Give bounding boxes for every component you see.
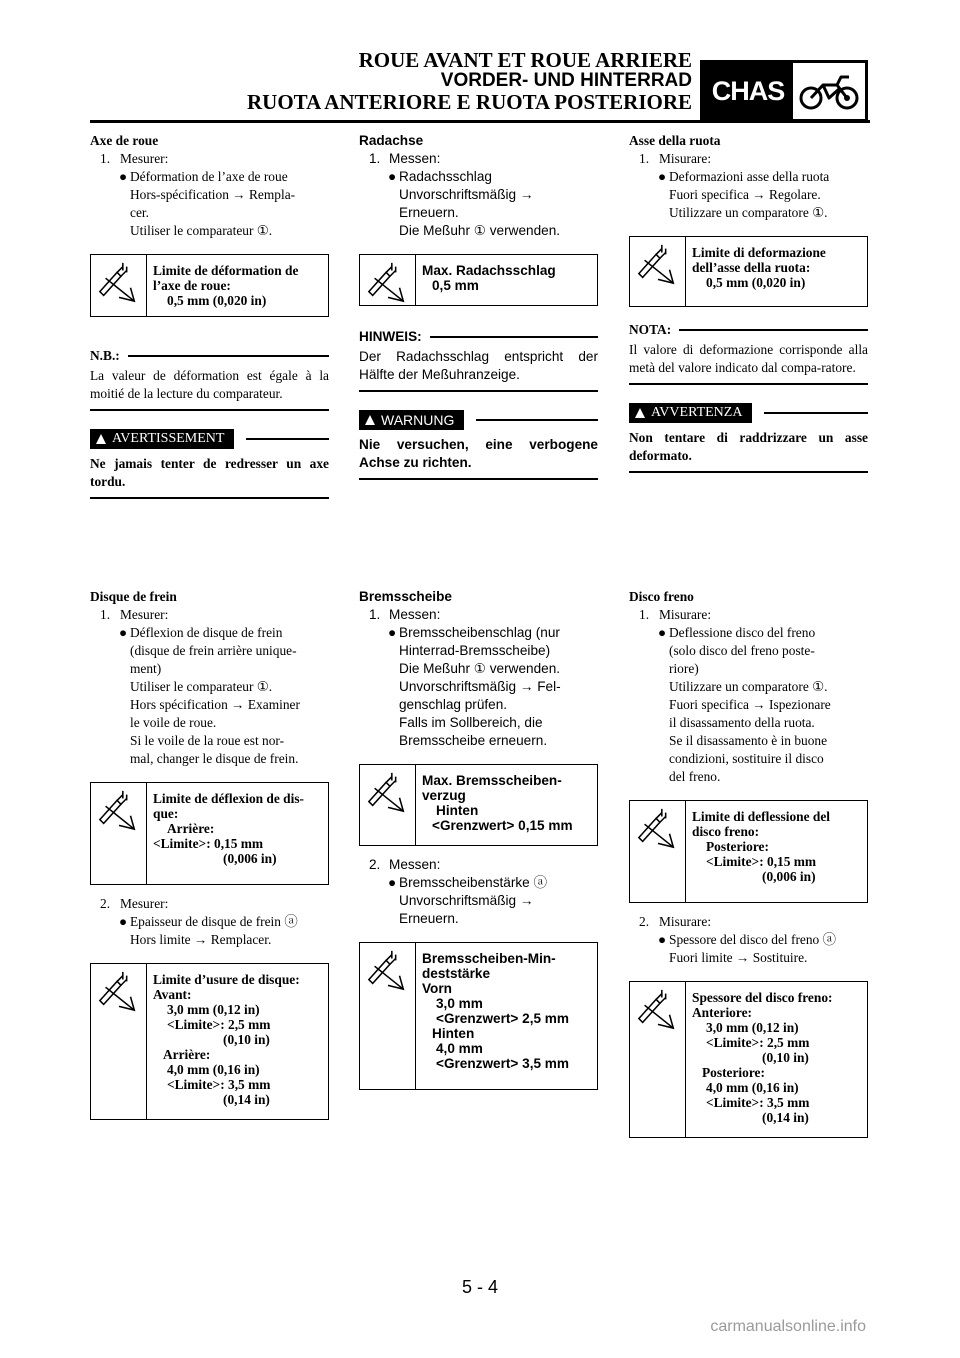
it-axle-line1: Fuori specifica → Regolare.	[669, 187, 821, 202]
it-axle-step1: Misurare:	[659, 151, 712, 166]
wrench-gauge-icon	[630, 982, 686, 1137]
de-disc-t7: 4,0 mm	[436, 1041, 483, 1056]
it-axle-line2: Utilizzare un comparatore ①.	[669, 205, 828, 220]
de-note-label: HINWEIS:	[359, 329, 422, 344]
de-disc-bullet: Bremsscheibenschlag (nur	[399, 625, 560, 640]
de-disc-section: Bremsscheibe 1. Messen: ● Bremsscheibenschlag (nur Hinterrad-Bremsscheibe) Die Meßuhr ① verwenden. Unvorschriftsmäßig → Fel- genschlag prüfen. Falls im Sollbereich, die Bremsscheibe erneuern. Max. Bremsscheiben- verzug Hinten <Grenzwert> 0,15 mm 2. Messen: ● Bremsscheibenstärke ⓐ Unvorschriftsmäßig → Erneuern. Bremsscheiben-Min- deststärke Vorn 3,0 mm <Grenzwert> 2,5 mm Hinten 4,0 mm <Grenzwert> 3,5 mm	[359, 588, 598, 1090]
bullet-icon: ●	[388, 875, 397, 890]
it-disc-t8: <Limite>: 3,5 mm	[706, 1095, 810, 1110]
it-disc-line9: Fuori limite → Sostituire.	[669, 950, 808, 965]
it-disc-t6: Posteriore:	[702, 1065, 765, 1080]
section-badge	[700, 60, 868, 122]
it-axle-spec-box	[629, 236, 868, 307]
bullet-icon: ●	[119, 914, 128, 929]
fr-disc-t7: 4,0 mm (0,16 in)	[167, 1062, 260, 1077]
it-disc-spec2: disco freno:	[692, 824, 760, 839]
it-disc-spec5: (0,006 in)	[762, 869, 816, 884]
de-disc-t6: Hinten	[432, 1026, 475, 1041]
fr-disc-line1: (disque de frein arrière unique-	[130, 643, 297, 658]
it-disc-line6: Se il disassamento è in buone	[669, 733, 828, 748]
bullet-icon: ●	[388, 625, 397, 640]
it-disc-line5: il disassamento della ruota.	[669, 715, 815, 730]
it-disc-t1: Spessore del disco freno:	[692, 990, 833, 1005]
it-disc-t3: 3,0 mm (0,12 in)	[706, 1020, 799, 1035]
it-axle-bullet: Deformazioni asse della ruota	[669, 169, 830, 184]
fr-disc-spec1: Limite de déflexion de dis-	[153, 791, 305, 806]
bullet-icon: ●	[658, 169, 667, 184]
fr-warning-text: Ne jamais tenter de redresser un axe tordu.	[90, 456, 329, 489]
it-axle-title: Asse della ruota	[629, 133, 721, 148]
de-axle-spec2: 0,5 mm	[432, 278, 479, 293]
header-rule	[90, 120, 870, 123]
fr-axle-line1: Hors-spécification → Rempla-	[130, 187, 296, 202]
fr-disc-line3: Utiliser le comparateur ①.	[130, 679, 273, 694]
fr-disc-title: Disque de frein	[90, 589, 177, 604]
fr-axle-step1-num: 1.	[100, 151, 111, 166]
de-disc-t8: <Grenzwert> 3,5 mm	[436, 1056, 569, 1071]
fr-axle-spec3: 0,5 mm (0,020 in)	[167, 293, 267, 308]
de-disc-line3: Unvorschriftsmäßig → Fel-	[399, 679, 561, 694]
it-disc-line7: condizioni, sostituire il disco	[669, 751, 824, 766]
wrench-gauge-icon	[360, 255, 416, 305]
bullet-icon: ●	[388, 169, 397, 184]
de-disc-t2: deststärke	[422, 966, 491, 981]
de-disc-bullet2: Bremsscheibenstärke ⓐ	[399, 875, 548, 890]
wrench-gauge-icon	[91, 783, 147, 884]
de-axle-title: Radachse	[359, 133, 424, 148]
bullet-icon: ●	[119, 169, 128, 184]
de-axle-line2: Erneuern.	[399, 205, 459, 220]
fr-disc-spec4: <Limite>: 0,15 mm	[153, 836, 264, 851]
fr-axle-spec1: Limite de déformation de	[153, 263, 299, 278]
de-disc-line7: Unvorschriftsmäßig →	[399, 893, 534, 908]
fr-disc-line5: le voile de roue.	[130, 715, 217, 730]
it-disc-bullet: Deflessione disco del freno	[669, 625, 816, 640]
warning-icon	[365, 415, 375, 425]
wrench-gauge-icon	[630, 801, 686, 902]
fr-disc-thickness-box	[90, 963, 329, 1120]
fr-disc-spec3: Arrière:	[167, 821, 215, 836]
it-note-label: NOTA:	[629, 322, 672, 337]
fr-disc-t4: <Limite>: 2,5 mm	[167, 1017, 271, 1032]
de-axle-line1: Unvorschriftsmäßig →	[399, 187, 534, 202]
it-disc-t2: Anteriore:	[692, 1005, 752, 1020]
fr-axle-spec-box	[90, 254, 329, 317]
it-warning-text: Non tentare di raddrizzare un asse deformato.	[629, 430, 868, 463]
de-disc-line6: Bremsscheibe erneuern.	[399, 733, 548, 748]
title-italian: RUOTA ANTERIORE E RUOTA POSTERIORE	[247, 90, 692, 114]
fr-axle-step1: Mesurer:	[120, 151, 169, 166]
it-disc-step1: Misurare:	[659, 607, 712, 622]
fr-disc-t2: Avant:	[153, 987, 192, 1002]
fr-axle-spec2: l’axe de roue:	[153, 278, 231, 293]
fr-axle-line2: cer.	[130, 205, 149, 220]
fr-disc-spec2: que:	[153, 806, 179, 821]
fr-note-label: N.B.:	[90, 348, 120, 363]
it-disc-t7: 4,0 mm (0,16 in)	[706, 1080, 799, 1095]
it-note-text: Il valore di deformazione corrisponde alla metà del valore indicato dal compa-ratore.	[629, 342, 868, 375]
it-disc-step2: Misurare:	[659, 914, 712, 929]
it-axle-spec3: 0,5 mm (0,020 in)	[706, 275, 806, 290]
de-disc-line2: Die Meßuhr ① verwenden.	[399, 661, 561, 676]
de-warning-text: Nie versuchen, eine verbogene Achse zu richten.	[359, 437, 598, 470]
section-code: CHAS	[703, 63, 793, 119]
de-note-text: Der Radachsschlag entspricht der Hälfte der Meßuhranzeige.	[359, 349, 598, 382]
de-disc-step1: Messen:	[389, 607, 441, 622]
de-disc-t5: <Grenzwert> 2,5 mm	[436, 1011, 569, 1026]
de-disc-line5: Falls im Sollbereich, die	[399, 715, 543, 730]
it-disc-title: Disco freno	[629, 589, 694, 604]
de-axle-bullet: Radachsschlag	[399, 169, 492, 184]
de-disc-spec1: Max. Bremsscheiben-	[422, 773, 562, 788]
fr-disc-line8: Hors limite → Remplacer.	[130, 932, 272, 947]
fr-warning-badge: AVERTISSEMENT	[90, 429, 234, 449]
it-disc-spec-box	[629, 800, 868, 903]
de-axle-section	[359, 132, 598, 480]
fr-disc-step2: Mesurer:	[120, 896, 169, 911]
it-disc-spec4: <Limite>: 0,15 mm	[706, 854, 817, 869]
it-warning-badge: AVVERTENZA	[629, 403, 752, 423]
de-disc-thickness-box	[359, 942, 598, 1090]
fr-disc-line4: Hors spécification → Examiner	[130, 697, 300, 712]
fr-disc-t3: 3,0 mm (0,12 in)	[167, 1002, 260, 1017]
fr-disc-line7: mal, changer le disque de frein.	[130, 751, 299, 766]
title-french: ROUE AVANT ET ROUE ARRIERE	[358, 48, 692, 72]
de-disc-spec2: verzug	[422, 788, 466, 803]
it-disc-thickness-box	[629, 981, 868, 1138]
fr-disc-t5: (0,10 in)	[223, 1032, 270, 1047]
it-disc-line3: Utilizzare un comparatore ①.	[669, 679, 828, 694]
de-disc-line1: Hinterrad-Bremsscheibe)	[399, 643, 551, 658]
bullet-icon: ●	[119, 625, 128, 640]
fr-disc-step1: Mesurer:	[120, 607, 169, 622]
it-disc-t4: <Limite>: 2,5 mm	[706, 1035, 810, 1050]
fr-disc-t8: <Limite>: 3,5 mm	[167, 1077, 271, 1092]
it-disc-bullet2: Spessore del disco del freno ⓐ	[669, 932, 836, 947]
fr-disc-t9: (0,14 in)	[223, 1092, 270, 1107]
de-disc-title: Bremsscheibe	[359, 589, 452, 604]
fr-axle-line3: Utiliser le comparateur ①.	[130, 223, 273, 238]
it-disc-spec1: Limite di deflessione del	[692, 809, 830, 824]
fr-axle-title: Axe de roue	[90, 133, 159, 148]
page-header	[0, 0, 960, 125]
fr-axle-section	[90, 132, 329, 499]
fr-disc-line6: Si le voile de la roue est nor-	[130, 733, 285, 748]
wrench-gauge-icon	[360, 943, 416, 1089]
de-axle-spec1: Max. Radachsschlag	[422, 263, 556, 278]
de-disc-t1: Bremsscheiben-Min-	[422, 951, 556, 966]
fr-disc-line2: ment)	[130, 661, 162, 676]
bullet-icon: ●	[658, 932, 667, 947]
de-warning-badge: WARNUNG	[359, 410, 464, 430]
fr-disc-bullet2: Epaisseur de disque de frein ⓐ	[130, 914, 298, 929]
it-disc-line4: Fuori specifica → Ispezionare	[669, 697, 831, 712]
de-disc-spec4: <Grenzwert> 0,15 mm	[432, 818, 573, 833]
fr-disc-spec-box	[90, 782, 329, 885]
warning-icon	[635, 408, 645, 418]
wrench-gauge-icon	[91, 964, 147, 1119]
it-axle-spec2: dell’asse della ruota:	[692, 260, 811, 275]
it-disc-t9: (0,14 in)	[762, 1110, 809, 1125]
de-axle-step1: Messen:	[389, 151, 441, 166]
it-axle-spec1: Limite di deformazione	[692, 245, 826, 260]
it-disc-line1: (solo disco del freno poste-	[669, 643, 815, 658]
de-axle-spec-box	[359, 254, 598, 306]
fr-disc-section: Disque de frein 1. Mesurer: ● Déflexion de disque de frein (disque de frein arrière unique- ment) Utiliser le comparateur ①. Hors spécification → Examiner le voile de roue. Si le voile de la roue est nor- mal, changer le disque de frein. Limite de déflexion de dis- que: Arrière: <Limite>: 0,15 mm (0,006 in) 2. Mesurer: ● Epaisseur de disque de frein ⓐ Hors limite → Remplacer. Limite d’usure de disque: Avant: 3,0 mm (0,12 in) <Limite>: 2,5 mm (0,10 in) Arrière: 4,0 mm (0,16 in) <Limite>: 3,5 mm (0,14 in)	[90, 588, 329, 1120]
de-axle-step1-num: 1.	[369, 151, 381, 166]
de-axle-line3: Die Meßuhr ① verwenden.	[399, 223, 561, 238]
it-disc-t5: (0,10 in)	[762, 1050, 809, 1065]
fr-disc-spec5: (0,006 in)	[223, 851, 277, 866]
fr-disc-t1: Limite d’usure de disque:	[153, 972, 300, 987]
de-disc-t3: Vorn	[422, 981, 452, 996]
it-axle-step1-num: 1.	[639, 151, 650, 166]
fr-disc-t6: Arrière:	[163, 1047, 211, 1062]
it-disc-spec3: Posteriore:	[706, 839, 769, 854]
de-disc-step2: Messen:	[389, 857, 441, 872]
de-disc-line4: genschlag prüfen.	[399, 697, 508, 712]
warning-icon	[96, 434, 106, 444]
it-disc-line2: riore)	[669, 661, 699, 676]
fr-axle-bullet: Déformation de l’axe de roue	[130, 169, 288, 184]
wrench-gauge-icon	[360, 765, 416, 845]
fr-note-text: La valeur de déformation est égale à la moitié de la lecture du comparateur.	[90, 368, 329, 401]
wrench-gauge-icon	[91, 255, 147, 316]
fr-disc-bullet: Déflexion de disque de frein	[130, 625, 283, 640]
wrench-gauge-icon	[630, 237, 686, 306]
de-disc-spec3: Hinten	[436, 803, 479, 818]
bullet-icon: ●	[658, 625, 667, 640]
it-disc-line8: del freno.	[669, 769, 721, 784]
watermark[interactable]: carmanualsonline.info	[710, 1318, 866, 1335]
it-disc-section: Disco freno 1. Misurare: ● Deflessione disco del freno (solo disco del freno poste- riore) Utilizzare un comparatore ①. Fuori specifica → Ispezionare il disassamento della ruota. Se il disassamento è in buone condizioni, sostituire il disco del freno. Limite di deflessione del disco freno: Posteriore: <Limite>: 0,15 mm (0,006 in) 2. Misurare: ● Spessore del disco del freno ⓐ Fuori limite → Sostituire. Spessore del disco freno: Anteriore: 3,0 mm (0,12 in) <Limite>: 2,5 mm (0,10 in) Posteriore: 4,0 mm (0,16 in) <Limite>: 3,5 mm (0,14 in)	[629, 588, 868, 1138]
de-disc-t4: 3,0 mm	[436, 996, 483, 1011]
de-disc-line8: Erneuern.	[399, 911, 459, 926]
page-number: 5 - 4	[461, 1277, 499, 1297]
it-axle-section	[629, 132, 868, 473]
motorcycle-icon	[793, 63, 865, 119]
title-german: VORDER- UND HINTERRAD	[440, 70, 692, 91]
de-disc-spec-box	[359, 764, 598, 846]
